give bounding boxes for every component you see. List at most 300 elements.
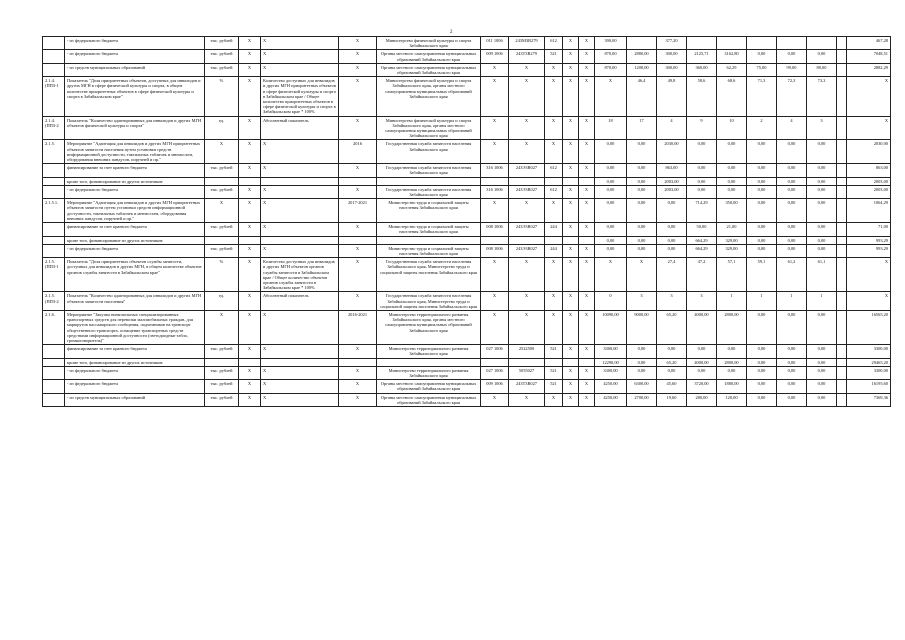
year-value-cell: 0 bbox=[595, 292, 627, 311]
b-cell: X bbox=[579, 77, 595, 116]
year-value-cell bbox=[837, 50, 847, 63]
year-value-cell: 3162,80 bbox=[717, 50, 747, 63]
year-value-cell: 0,00 bbox=[777, 199, 807, 223]
total-cell: 2003,00 bbox=[847, 177, 891, 185]
year-value-cell: 0,00 bbox=[747, 393, 777, 406]
year-value-cell: 0,00 bbox=[807, 50, 837, 63]
executor-cell: Министерство территориального развития Забайкальского края, органы местного самоуправления муниципальных образований Забайкальского края bbox=[377, 310, 481, 344]
executor-cell: Министерство физической культуры и спорта Забайкальского края, органы местного самоуправления муниципальных образований Забайкальского края bbox=[377, 77, 481, 116]
period-cell: X bbox=[339, 292, 377, 311]
total-cell: X bbox=[847, 116, 891, 140]
b-cell: X bbox=[579, 164, 595, 177]
b-cell: X bbox=[579, 140, 595, 164]
b-cell: X bbox=[579, 185, 595, 198]
row-number bbox=[43, 50, 65, 63]
year-value-cell: 73,3 bbox=[807, 77, 837, 116]
kbk-cell: X bbox=[481, 199, 509, 223]
vr-cell: 521 bbox=[545, 345, 563, 358]
year-value-cell: 50,00 bbox=[687, 223, 717, 236]
table-row bbox=[43, 63, 891, 76]
cs-cell: 243Т3R027 bbox=[509, 380, 545, 393]
period-cell: X bbox=[339, 116, 377, 140]
year-value-cell: 99,00 bbox=[777, 63, 807, 76]
year-value-cell: 2 bbox=[747, 116, 777, 140]
kbk-cell: 027 1006 bbox=[481, 366, 509, 379]
target-cell: X bbox=[239, 140, 261, 164]
year-value-cell: 2880,00 bbox=[627, 50, 657, 63]
target-cell: X bbox=[239, 310, 261, 344]
total-cell: X bbox=[847, 258, 891, 292]
cs-cell: X bbox=[509, 116, 545, 140]
year-value-cell bbox=[837, 177, 847, 185]
target-cell: X bbox=[239, 164, 261, 177]
year-value-cell: 0,00 bbox=[657, 236, 687, 244]
year-value-cell: 280,00 bbox=[687, 393, 717, 406]
year-value-cell: 10 bbox=[717, 116, 747, 140]
unit-cell bbox=[205, 177, 239, 185]
target-cell: X bbox=[239, 258, 261, 292]
year-value-cell: 10090,00 bbox=[595, 310, 627, 344]
row-number bbox=[43, 177, 65, 185]
row-number bbox=[43, 223, 65, 236]
kbk-cell bbox=[481, 236, 509, 244]
year-value-cell: 21,00 bbox=[717, 223, 747, 236]
year-value-cell: X bbox=[595, 77, 627, 116]
year-value-cell: 0,00 bbox=[747, 185, 777, 198]
year-value-cell: 0,00 bbox=[777, 345, 807, 358]
year-value-cell: 0,00 bbox=[777, 223, 807, 236]
year-value-cell bbox=[837, 37, 847, 50]
year-value-cell: 0,00 bbox=[747, 50, 777, 63]
program-table bbox=[42, 36, 891, 407]
year-value-cell: 0,00 bbox=[777, 310, 807, 344]
executor-cell: Министерство территориального развития Забайкальского края bbox=[377, 366, 481, 379]
cs-cell bbox=[509, 177, 545, 185]
a-cell: X bbox=[563, 258, 579, 292]
year-value-cell: 0,00 bbox=[747, 199, 777, 223]
year-value-cell bbox=[687, 37, 717, 50]
period-cell: X bbox=[339, 164, 377, 177]
row-name: Показатель "Количество адаптированных для инвалидов и других МГН объектов физической культуры и спорта" bbox=[65, 116, 205, 140]
table-body bbox=[43, 37, 891, 407]
vr-cell bbox=[545, 177, 563, 185]
row-name: Показатель "Количество адаптированных для инвалидов и других МГН объектов занятости населения" bbox=[65, 292, 205, 311]
year-value-cell: 0,00 bbox=[807, 140, 837, 164]
year-value-cell: 0,00 bbox=[777, 244, 807, 257]
target-cell: X bbox=[239, 63, 261, 76]
table-row bbox=[43, 223, 891, 236]
target-cell bbox=[239, 177, 261, 185]
year-value-cell: 65,20 bbox=[657, 310, 687, 344]
period-cell: X bbox=[339, 77, 377, 116]
year-value-cell: 0,00 bbox=[747, 164, 777, 177]
year-value-cell: 0,00 bbox=[687, 140, 717, 164]
vr-cell: 521 bbox=[545, 50, 563, 63]
method-cell: Количество доступных для инвалидов и других МГН объектов органов службы занятости в Забайкальском крае / Общее количество объектов органов службы занятости в Забайкальском крае * 100% bbox=[261, 258, 339, 292]
row-name: - из федерального бюджета bbox=[65, 380, 205, 393]
target-cell: X bbox=[239, 393, 261, 406]
year-value-cell: 0,00 bbox=[627, 177, 657, 185]
year-value-cell: 0,00 bbox=[807, 177, 837, 185]
period-cell: 2016-2021 bbox=[339, 310, 377, 344]
a-cell: X bbox=[563, 366, 579, 379]
a-cell: X bbox=[563, 116, 579, 140]
b-cell: X bbox=[579, 393, 595, 406]
year-value-cell: 0,00 bbox=[627, 223, 657, 236]
year-value-cell: X bbox=[595, 258, 627, 292]
table-row bbox=[43, 37, 891, 50]
year-value-cell: 0,00 bbox=[777, 50, 807, 63]
year-value-cell: 0,00 bbox=[595, 223, 627, 236]
year-value-cell: 0,00 bbox=[657, 244, 687, 257]
period-cell bbox=[339, 236, 377, 244]
year-value-cell: 0,00 bbox=[747, 140, 777, 164]
year-value-cell: 49,8 bbox=[657, 77, 687, 116]
row-number bbox=[43, 358, 65, 366]
year-value-cell: 870,00 bbox=[595, 50, 627, 63]
year-value-cell: 0,00 bbox=[777, 358, 807, 366]
year-value-cell: 664,29 bbox=[687, 236, 717, 244]
cs-cell: X bbox=[509, 393, 545, 406]
period-cell: X bbox=[339, 258, 377, 292]
executor-cell: Министерство труда и социальной защиты населения Забайкальского края bbox=[377, 244, 481, 257]
year-value-cell: 0,00 bbox=[595, 177, 627, 185]
row-name: - из средств муниципальных образований bbox=[65, 393, 205, 406]
method-cell: X bbox=[261, 393, 339, 406]
target-cell: X bbox=[239, 223, 261, 236]
year-value-cell: 3300,00 bbox=[595, 366, 627, 379]
total-cell: 16565,20 bbox=[847, 310, 891, 344]
total-cell: 1064,29 bbox=[847, 199, 891, 223]
page-number: 2 bbox=[450, 30, 453, 35]
period-cell: X bbox=[339, 185, 377, 198]
cs-cell: 5055027 bbox=[509, 366, 545, 379]
row-name: - из федерального бюджета bbox=[65, 185, 205, 198]
year-value-cell: 0,00 bbox=[627, 185, 657, 198]
year-value-cell: 0,00 bbox=[747, 380, 777, 393]
row-number bbox=[43, 393, 65, 406]
year-value-cell: 3720,00 bbox=[687, 380, 717, 393]
year-value-cell: X bbox=[627, 258, 657, 292]
b-cell: X bbox=[579, 310, 595, 344]
table-row bbox=[43, 292, 891, 311]
method-cell: X bbox=[261, 199, 339, 223]
target-cell: X bbox=[239, 50, 261, 63]
b-cell: X bbox=[579, 63, 595, 76]
b-cell: X bbox=[579, 345, 595, 358]
table-row bbox=[43, 177, 891, 185]
year-value-cell: 4250,00 bbox=[595, 380, 627, 393]
year-value-cell: 1880,00 bbox=[717, 380, 747, 393]
period-cell: X bbox=[339, 345, 377, 358]
year-value-cell: 0,00 bbox=[687, 185, 717, 198]
year-value-cell: 0,00 bbox=[747, 345, 777, 358]
executor-cell: Государственная служба занятости населения Забайкальского края, Министерство труда и социальной защиты населения Забайкальского края bbox=[377, 292, 481, 311]
period-cell: X bbox=[339, 393, 377, 406]
year-value-cell bbox=[837, 223, 847, 236]
total-cell: 993,29 bbox=[847, 236, 891, 244]
row-number bbox=[43, 366, 65, 379]
year-value-cell: 2003,00 bbox=[657, 177, 687, 185]
year-value-cell: 0,00 bbox=[777, 177, 807, 185]
cs-cell: 243Э3R027 bbox=[509, 164, 545, 177]
table-row bbox=[43, 366, 891, 379]
year-value-cell bbox=[837, 140, 847, 164]
year-value-cell: 2800,00 bbox=[717, 310, 747, 344]
a-cell: X bbox=[563, 345, 579, 358]
year-value-cell: 0,00 bbox=[747, 236, 777, 244]
year-value-cell: 4 bbox=[777, 116, 807, 140]
vr-cell: X bbox=[545, 199, 563, 223]
year-value-cell: 0,00 bbox=[687, 164, 717, 177]
row-name: финансирование за счет краевого бюджета bbox=[65, 164, 205, 177]
year-value-cell: 0,00 bbox=[747, 244, 777, 257]
period-cell: 2016 bbox=[339, 140, 377, 164]
table-row bbox=[43, 164, 891, 177]
period-cell bbox=[339, 358, 377, 366]
vr-cell: 521 bbox=[545, 366, 563, 379]
a-cell: X bbox=[563, 244, 579, 257]
executor-cell: Министерство территориального развития Забайкальского края bbox=[377, 345, 481, 358]
cs-cell: X bbox=[509, 140, 545, 164]
year-value-cell: 2800,00 bbox=[717, 358, 747, 366]
year-value-cell: 0,00 bbox=[807, 223, 837, 236]
executor-cell: Министерство физической культуры и спорта Забайкальского края, органы местного самоуправления муниципальных образований Забайкальского края bbox=[377, 116, 481, 140]
b-cell: X bbox=[579, 50, 595, 63]
method-cell: X bbox=[261, 380, 339, 393]
year-value-cell: 0,00 bbox=[747, 358, 777, 366]
kbk-cell: 027 1006 bbox=[481, 345, 509, 358]
executor-cell bbox=[377, 358, 481, 366]
year-value-cell: 0,00 bbox=[687, 177, 717, 185]
year-value-cell bbox=[777, 37, 807, 50]
b-cell: X bbox=[579, 366, 595, 379]
year-value-cell: 0,00 bbox=[595, 244, 627, 257]
row-name: кроме того, финансирование из других источников: bbox=[65, 358, 205, 366]
year-value-cell: 19,60 bbox=[657, 393, 687, 406]
year-value-cell: 360,00 bbox=[687, 63, 717, 76]
row-name: Мероприятие "Закупка низкопольных специализированных транспортных средств для перевозки маломобильных граждан, для маршрутов пассажирского сообщения, подъемников на транспорт общественного транспорта, оснащение транспортных средств средствами информационной доступности (светодиодные табло, громкоговоритель)" bbox=[65, 310, 205, 344]
year-value-cell: 0,00 bbox=[657, 223, 687, 236]
year-value-cell bbox=[837, 366, 847, 379]
executor-cell: Министерство физической культуры и спорта Забайкальского края bbox=[377, 37, 481, 50]
table-row bbox=[43, 380, 891, 393]
unit-cell: тыс. рублей bbox=[205, 37, 239, 50]
total-cell: 2882,29 bbox=[847, 63, 891, 76]
table-row bbox=[43, 50, 891, 63]
vr-cell: 612 bbox=[545, 37, 563, 50]
kbk-cell: X bbox=[481, 116, 509, 140]
year-value-cell: 0,00 bbox=[747, 310, 777, 344]
kbk-cell: 008 1006 bbox=[481, 244, 509, 257]
row-number bbox=[43, 244, 65, 257]
method-cell: X bbox=[261, 164, 339, 177]
year-value-cell: 61,2 bbox=[777, 258, 807, 292]
row-name: Показатель "Доля приоритетных объектов, доступных для инвалидов и других МГН в сфере физической культуры и спорта, в общем количестве приоритетных объектов в сфере физической культуры и спорта в Забайкальском крае" bbox=[65, 77, 205, 116]
year-value-cell: 0,00 bbox=[807, 164, 837, 177]
year-value-cell: 0,00 bbox=[777, 236, 807, 244]
method-cell bbox=[261, 236, 339, 244]
year-value-cell bbox=[837, 358, 847, 366]
cs-cell: X bbox=[509, 63, 545, 76]
year-value-cell: 1 bbox=[717, 292, 747, 311]
year-value-cell: 75,00 bbox=[747, 63, 777, 76]
year-value-cell: 0,00 bbox=[807, 310, 837, 344]
kbk-cell: 011 1006 bbox=[481, 37, 509, 50]
unit-cell: ед. bbox=[205, 292, 239, 311]
year-value-cell: 0,00 bbox=[777, 140, 807, 164]
row-name: кроме того, финансирование из других источников: bbox=[65, 236, 205, 244]
cs-cell: 243Э3R027 bbox=[509, 244, 545, 257]
year-value-cell bbox=[837, 63, 847, 76]
period-cell: X bbox=[339, 223, 377, 236]
cs-cell: X bbox=[509, 77, 545, 116]
year-value-cell: 65,20 bbox=[657, 358, 687, 366]
unit-cell: X bbox=[205, 199, 239, 223]
row-name: - из федерального бюджета bbox=[65, 366, 205, 379]
year-value-cell: 0,00 bbox=[595, 199, 627, 223]
unit-cell: тыс. рублей bbox=[205, 50, 239, 63]
year-value-cell bbox=[837, 77, 847, 116]
year-value-cell: 390,00 bbox=[595, 37, 627, 50]
year-value-cell: 0,00 bbox=[717, 366, 747, 379]
executor-cell: Органы местного самоуправления муниципальных образований Забайкальского края bbox=[377, 50, 481, 63]
row-number: 2.1.6. bbox=[43, 310, 65, 344]
kbk-cell: X bbox=[481, 63, 509, 76]
kbk-cell bbox=[481, 177, 509, 185]
year-value-cell bbox=[717, 37, 747, 50]
vr-cell: X bbox=[545, 140, 563, 164]
year-value-cell: 9 bbox=[687, 116, 717, 140]
row-number: 2.1.5. bbox=[43, 140, 65, 164]
year-value-cell: 377,20 bbox=[657, 37, 687, 50]
year-value-cell: 0,00 bbox=[687, 366, 717, 379]
vr-cell: 244 bbox=[545, 223, 563, 236]
year-value-cell: 0,00 bbox=[747, 223, 777, 236]
target-cell: X bbox=[239, 185, 261, 198]
unit-cell: тыс. рублей bbox=[205, 345, 239, 358]
year-value-cell bbox=[837, 236, 847, 244]
year-value-cell: 329,00 bbox=[717, 236, 747, 244]
vr-cell: X bbox=[545, 77, 563, 116]
year-value-cell bbox=[837, 244, 847, 257]
year-value-cell: 9000,00 bbox=[627, 310, 657, 344]
vr-cell: X bbox=[545, 393, 563, 406]
total-cell: 7369,36 bbox=[847, 393, 891, 406]
total-cell: 2030,00 bbox=[847, 140, 891, 164]
year-value-cell: 0,00 bbox=[717, 140, 747, 164]
year-value-cell: 3 bbox=[807, 116, 837, 140]
table-row bbox=[43, 310, 891, 344]
year-value-cell: 4000,00 bbox=[687, 358, 717, 366]
row-name: Показатель "Доля приоритетных объектов службы занятости, доступных для инвалидов и других МГН, в общем количестве объектов органов службы занятости в Забайкальском крае" bbox=[65, 258, 205, 292]
year-value-cell: 870,00 bbox=[595, 63, 627, 76]
year-value-cell bbox=[837, 292, 847, 311]
row-number bbox=[43, 63, 65, 76]
year-value-cell: 80,00 bbox=[807, 63, 837, 76]
year-value-cell: 0,00 bbox=[807, 199, 837, 223]
period-cell: X bbox=[339, 50, 377, 63]
a-cell: X bbox=[563, 140, 579, 164]
a-cell: X bbox=[563, 223, 579, 236]
kbk-cell: 009 1006 bbox=[481, 380, 509, 393]
year-value-cell: 120,00 bbox=[717, 393, 747, 406]
target-cell: X bbox=[239, 292, 261, 311]
year-value-cell: 0,00 bbox=[807, 358, 837, 366]
a-cell: X bbox=[563, 393, 579, 406]
year-value-cell: 2003,00 bbox=[657, 185, 687, 198]
year-value-cell: 0,00 bbox=[747, 366, 777, 379]
method-cell: X bbox=[261, 310, 339, 344]
table-row bbox=[43, 244, 891, 257]
executor-cell: Министерство труда и социальной защиты населения Забайкальского края bbox=[377, 199, 481, 223]
kbk-cell: X bbox=[481, 140, 509, 164]
row-number: 2.1.5.1. bbox=[43, 199, 65, 223]
year-value-cell: 0,00 bbox=[717, 185, 747, 198]
year-value-cell: 0,00 bbox=[717, 345, 747, 358]
row-number: 2.1.4. (ППЗ-1 bbox=[43, 77, 65, 116]
year-value-cell bbox=[837, 185, 847, 198]
year-value-cell: 0,00 bbox=[807, 393, 837, 406]
cs-cell: X bbox=[509, 199, 545, 223]
year-value-cell: 0,00 bbox=[627, 366, 657, 379]
kbk-cell: 008 1006 bbox=[481, 223, 509, 236]
vr-cell: 612 bbox=[545, 164, 563, 177]
year-value-cell: 2125,71 bbox=[687, 50, 717, 63]
row-number: 2.1.5. (ППЗ-2 bbox=[43, 292, 65, 311]
year-value-cell: 1 bbox=[807, 292, 837, 311]
year-value-cell: 72,3 bbox=[777, 77, 807, 116]
row-name: - из федерального бюджета bbox=[65, 50, 205, 63]
row-name: кроме того, финансирование из других источников: bbox=[65, 177, 205, 185]
cs-cell: 243Э3R027 bbox=[509, 185, 545, 198]
year-value-cell: 0,00 bbox=[627, 236, 657, 244]
total-cell: 29465,20 bbox=[847, 358, 891, 366]
year-value-cell: 0,00 bbox=[717, 164, 747, 177]
year-value-cell: 59,1 bbox=[747, 258, 777, 292]
method-cell bbox=[261, 358, 339, 366]
method-cell: X bbox=[261, 185, 339, 198]
kbk-cell: 316 1006 bbox=[481, 185, 509, 198]
target-cell: X bbox=[239, 345, 261, 358]
a-cell: X bbox=[563, 37, 579, 50]
row-name: финансирование за счет краевого бюджета bbox=[65, 345, 205, 358]
year-value-cell: 62,29 bbox=[717, 63, 747, 76]
a-cell: X bbox=[563, 50, 579, 63]
year-value-cell bbox=[837, 164, 847, 177]
year-value-cell: 3 bbox=[687, 292, 717, 311]
period-cell: X bbox=[339, 244, 377, 257]
unit-cell: тыс. рублей bbox=[205, 366, 239, 379]
b-cell bbox=[579, 358, 595, 366]
total-cell: 993,29 bbox=[847, 244, 891, 257]
year-value-cell bbox=[837, 380, 847, 393]
year-value-cell: 1200,00 bbox=[627, 63, 657, 76]
method-cell: X bbox=[261, 244, 339, 257]
method-cell bbox=[261, 177, 339, 185]
target-cell: X bbox=[239, 37, 261, 50]
total-cell: 3300,00 bbox=[847, 345, 891, 358]
year-value-cell: 0,00 bbox=[595, 236, 627, 244]
a-cell: X bbox=[563, 292, 579, 311]
method-cell: Абсолютный показатель bbox=[261, 292, 339, 311]
kbk-cell: X bbox=[481, 393, 509, 406]
a-cell: X bbox=[563, 185, 579, 198]
b-cell: X bbox=[579, 380, 595, 393]
year-value-cell: 0,00 bbox=[777, 164, 807, 177]
kbk-cell: 316 1006 bbox=[481, 164, 509, 177]
year-value-cell: 18 bbox=[595, 116, 627, 140]
